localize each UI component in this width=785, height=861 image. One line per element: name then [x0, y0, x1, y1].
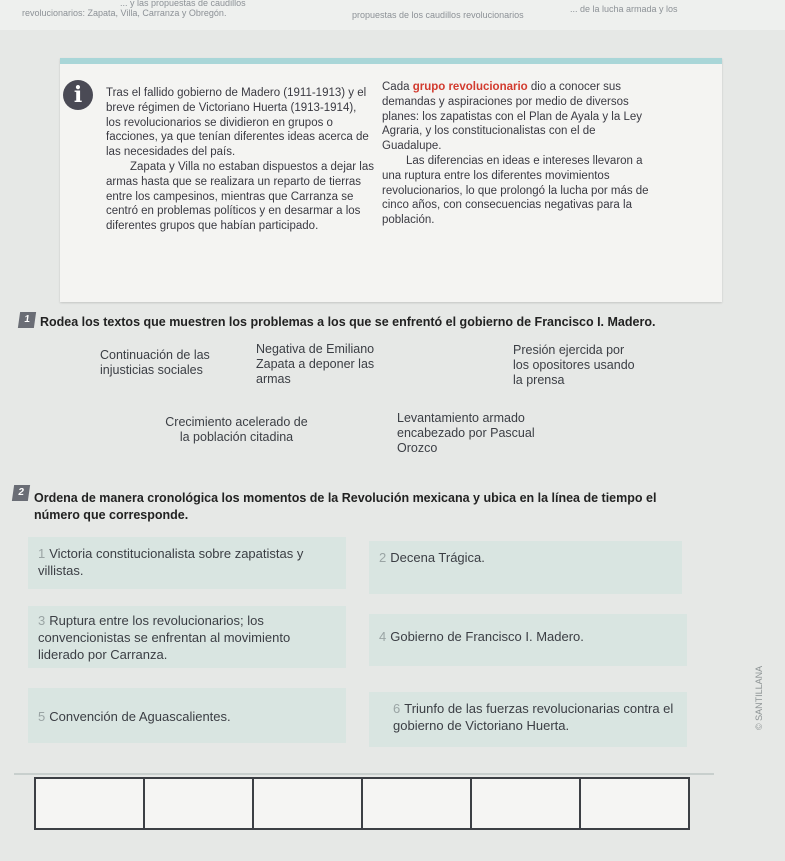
top-header-strip — [0, 0, 785, 30]
info-paragraph: Cada grupo revolucionario dio a conocer sus demandas y aspiraciones por medio de diversos planes: los zapatistas con el Plan de Ayala y la Ley Agraria, y los constitucionalistas con el de Guadalupe. — [382, 81, 642, 153]
option-text[interactable]: Continuación de las injusticias sociales — [100, 348, 210, 377]
event-text: Victoria constitucionalista sobre zapatistas y villistas. — [38, 546, 304, 578]
info-box — [60, 58, 722, 302]
option-text[interactable]: Crecimiento acelerado de la población citadina — [165, 415, 308, 444]
event-number: 2 — [379, 550, 387, 565]
option-text[interactable]: Negativa de Emiliano Zapata a deponer las armas — [256, 342, 375, 386]
option-text[interactable]: Levantamiento armado encabezado por Pascual Orozco — [397, 411, 535, 455]
publisher-credit: © SANTILLANA — [754, 665, 764, 730]
event-number: 5 — [38, 709, 46, 724]
timeline-slot[interactable] — [145, 779, 254, 828]
event-number: 6 — [393, 701, 401, 716]
timeline-slot[interactable] — [581, 779, 688, 828]
event-card — [28, 606, 346, 668]
info-paragraph: Las diferencias en ideas e intereses llevaron a una ruptura entre los diferentes movimientos revolucionarios, lo que prolongó la lucha por más de cinco años, con consecuencias negativas para la población. — [382, 154, 649, 227]
info-left-column — [106, 86, 374, 234]
event-number: 4 — [379, 629, 387, 644]
event-text: Convención de Aguascalientes. — [49, 709, 231, 724]
highlighted-term: grupo revolucionario — [412, 81, 528, 93]
timeline-slot[interactable] — [254, 779, 363, 828]
timeline — [34, 777, 690, 830]
info-paragraph: Tras el fallido gobierno de Madero (1911-1913) y el breve régimen de Victoriano Huerta (1913-1914), los revolucionarios se dividieron en grupos o facciones, ya que tenían diferentes ideas acerca de las necesidades del país. — [106, 87, 369, 159]
event-number: 1 — [38, 546, 46, 561]
event-text: Ruptura entre los revolucionarios; los convencionistas se enfrentan al movimiento liderado por Carranza. — [38, 613, 291, 662]
timeline-slot[interactable] — [363, 779, 472, 828]
header-fragment: ... de la lucha armada y los — [570, 4, 678, 14]
question-number: 1 — [18, 312, 36, 328]
event-card — [28, 688, 346, 743]
event-card — [28, 537, 346, 589]
question-text: Rodea los textos que muestren los problemas a los que se enfrentó el gobierno de Francisco I. Madero. — [40, 315, 656, 329]
event-number: 3 — [38, 613, 46, 628]
timeline-slot[interactable] — [472, 779, 581, 828]
header-fragment: revolucionarios: Zapata, Villa, Carranza y Obregón. — [22, 8, 227, 18]
header-fragment: ... y las propuestas de caudillos — [120, 0, 246, 8]
event-text: Decena Trágica. — [390, 550, 485, 565]
timeline-axis — [14, 773, 714, 775]
event-card — [369, 692, 687, 747]
question-text: Ordena de manera cronológica los momentos de la Revolución mexicana y ubica en la línea de tiempo el número que corresponde. — [34, 491, 657, 522]
info-icon: i — [63, 80, 93, 110]
question-number: 2 — [12, 485, 30, 501]
event-card — [369, 541, 682, 594]
info-paragraph: Zapata y Villa no estaban dispuestos a dejar las armas hasta que se realizara un reparto de tierras entre los campesinos, mientras que Carranza se centró en problemas políticos y en desarmar a los diferentes grupos que habían participado. — [106, 160, 374, 233]
timeline-slot[interactable] — [36, 779, 145, 828]
header-fragment: propuestas de los caudillos revolucionarios — [352, 10, 524, 20]
event-text: Triunfo de las fuerzas revolucionarias contra el gobierno de Victoriano Huerta. — [393, 701, 674, 733]
info-right-column — [382, 80, 652, 228]
event-text: Gobierno de Francisco I. Madero. — [390, 629, 584, 644]
option-text[interactable]: Presión ejercida por los opositores usando la prensa — [513, 343, 635, 387]
event-card — [369, 614, 687, 666]
